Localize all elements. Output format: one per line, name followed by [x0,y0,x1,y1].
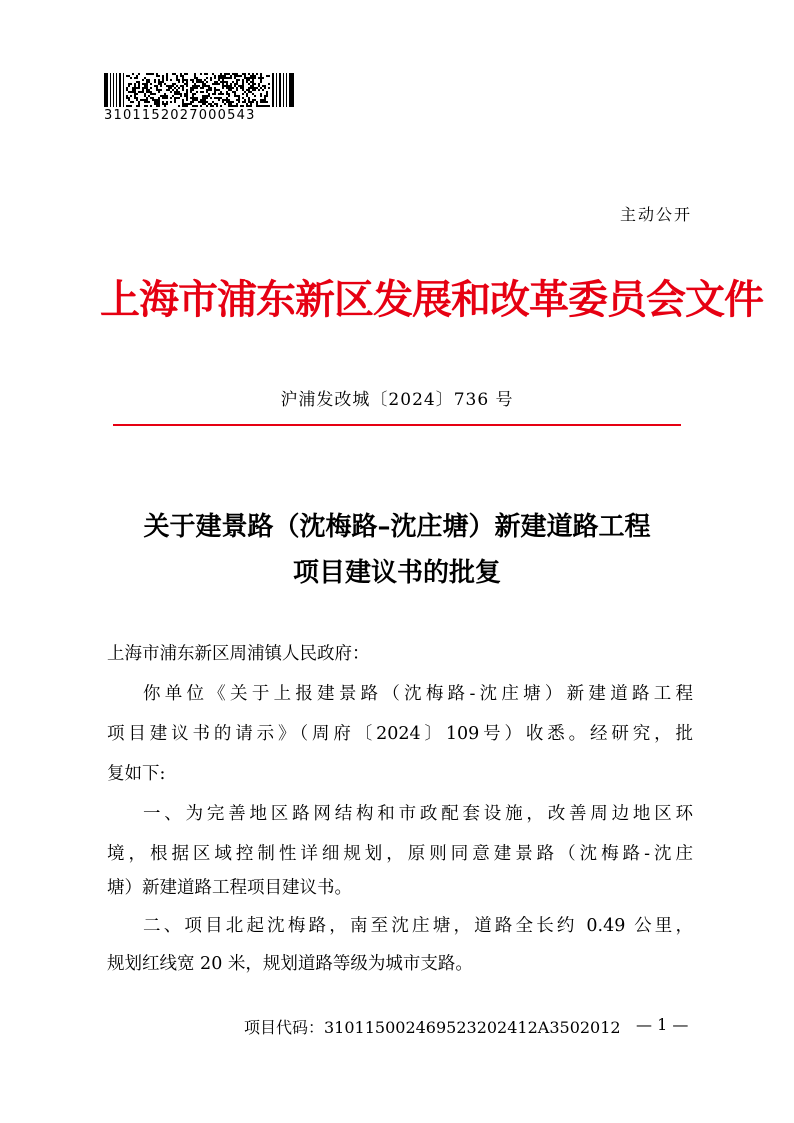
paragraph-3-line-2: 规划红线宽 20 米，规划道路等级为城市支路。 [107,954,473,974]
paragraph-2-line-1: 一、为完善地区路网结构和市政配套设施，改善周边地区环 [143,804,693,824]
project-code: 项目代码：310115002469523202412A3502012 [244,1018,621,1037]
page-number: — 1 — [636,1015,689,1034]
paragraph-1-line-2: 项目建议书的请示》（周府〔2024〕109号）收悉。经研究，批 [107,724,693,744]
paragraph-1-line-3: 复如下: [107,764,166,784]
disclosure-label: 主动公开 [619,205,692,224]
document-title-line-2: 项目建议书的批复 [292,558,501,588]
issuer-title: 上海市浦东新区发展和改革委员会文件 [100,276,763,323]
barcode [104,73,294,107]
document-number: 沪浦发改城〔2024〕736 号 [280,390,514,410]
paragraph-2-line-3: 塘）新建道路工程项目建议书。 [107,878,352,898]
document-title-line-1: 关于建景路（沈梅路–沈庄塘）新建道路工程 [143,512,651,542]
red-separator-line [113,424,681,426]
paragraph-2-line-2: 境，根据区域控制性详细规划，原则同意建景路（沈梅路-沈庄 [107,844,693,864]
paragraph-3-line-1: 二、项目北起沈梅路，南至沈庄塘，道路全长约 0.49 公里， [143,916,693,936]
paragraph-1-line-1: 你单位《关于上报建景路（沈梅路-沈庄塘）新建道路工程 [143,684,693,704]
addressee: 上海市浦东新区周浦镇人民政府： [107,644,370,664]
barcode-number: 3101152027000543 [104,108,256,123]
